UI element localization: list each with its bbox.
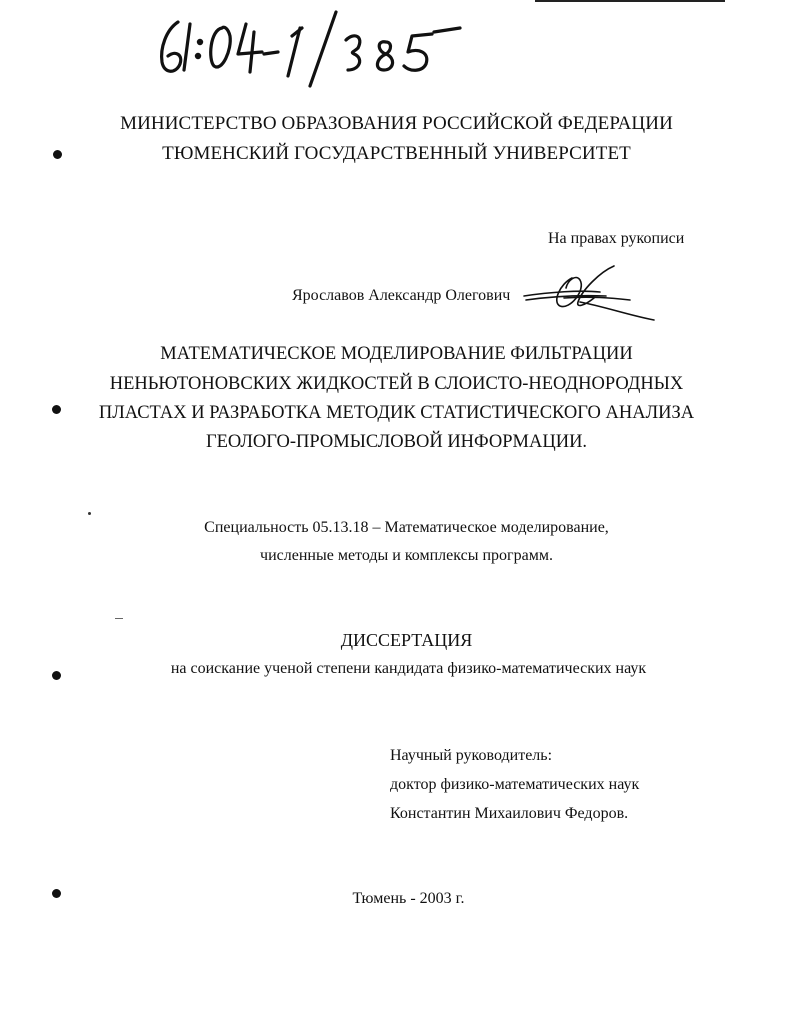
dissertation-title-line: НЕНЬЮТОНОВСКИХ ЖИДКОСТЕЙ В СЛОИСТО-НЕОДНОРОДНЫХ	[109, 374, 684, 394]
city-year-footer: Тюмень - 2003 г.	[352, 890, 465, 907]
margin-hole-dot	[53, 150, 62, 159]
archive-code-handwritten	[150, 10, 480, 90]
top-edge-line	[535, 0, 725, 2]
degree-subtitle: на соискание ученой степени кандидата физико-математических наук	[170, 660, 647, 677]
supervisor-name: Константин Михаилович Федоров.	[390, 805, 629, 822]
specialty-line: численные методы и комплексы программ.	[260, 547, 553, 564]
document-type-heading: ДИССЕРТАЦИЯ	[340, 630, 473, 650]
author-name: Ярославов Александр Олегович	[292, 287, 511, 304]
ministry-heading: МИНИСТЕРСТВО ОБРАЗОВАНИЯ РОССИЙСКОЙ ФЕДЕРАЦИИ	[120, 113, 673, 134]
supervisor-label: Научный руководитель:	[390, 747, 553, 764]
speck-mark	[115, 618, 123, 619]
dissertation-title-line: ПЛАСТАХ И РАЗРАБОТКА МЕТОДИК СТАТИСТИЧЕСКОГО АНАЛИЗА	[98, 403, 695, 423]
manuscript-rights-note: На правах рукописи	[548, 230, 685, 247]
speck-mark	[88, 512, 91, 515]
supervisor-degree: доктор физико-математических наук	[390, 776, 640, 793]
specialty-line: Специальность 05.13.18 – Математическое моделирование,	[204, 519, 609, 536]
author-signature	[520, 262, 660, 324]
dissertation-title-line: МАТЕМАТИЧЕСКОЕ МОДЕЛИРОВАНИЕ ФИЛЬТРАЦИИ	[160, 344, 633, 364]
dissertation-title-line: ГЕОЛОГО-ПРОМЫСЛОВОЙ ИНФОРМАЦИИ.	[205, 432, 588, 452]
university-heading: ТЮМЕНСКИЙ ГОСУДАРСТВЕННЫЙ УНИВЕРСИТЕТ	[162, 143, 631, 164]
